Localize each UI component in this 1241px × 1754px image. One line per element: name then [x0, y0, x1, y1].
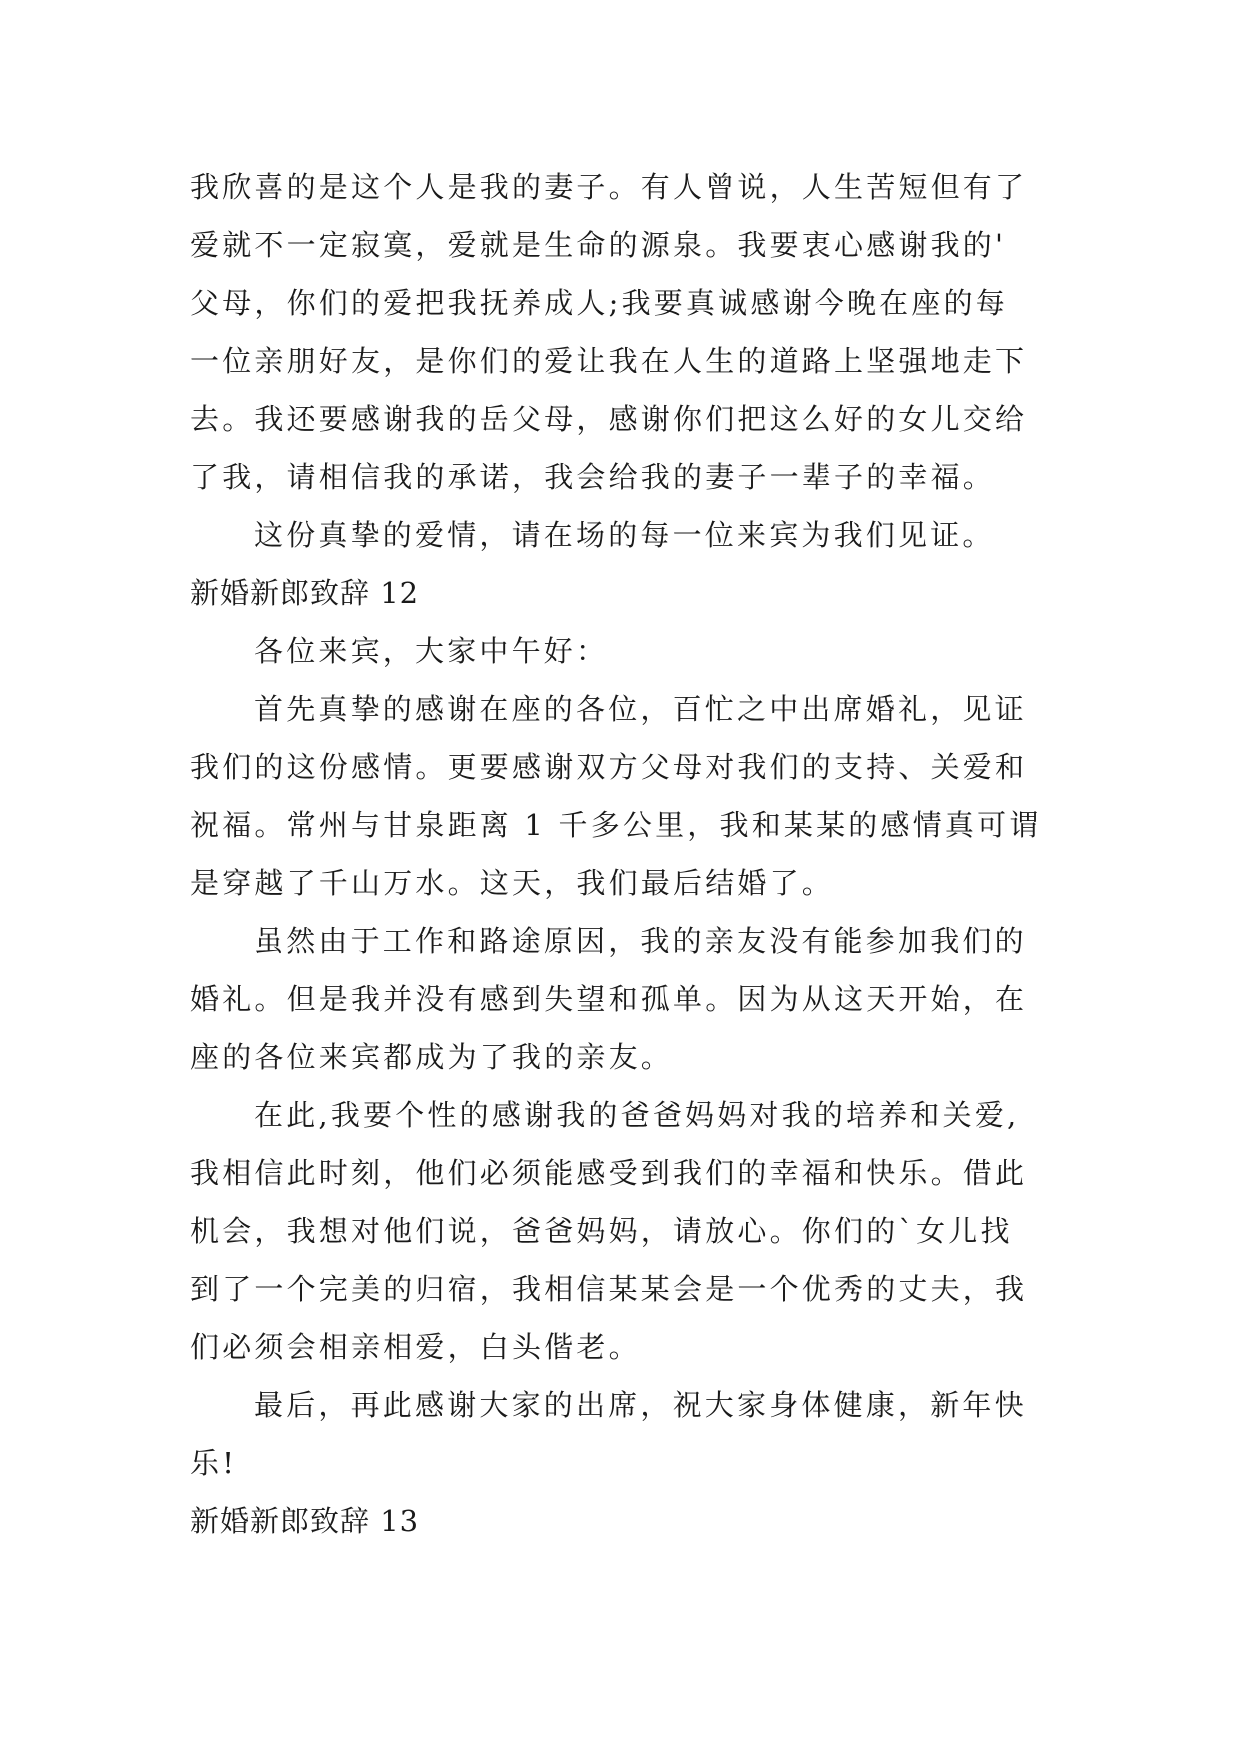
section-heading: 新婚新郎致辞 13: [190, 1504, 420, 1538]
text-line: 们必须会相亲相爱，白头偕老。: [190, 1330, 641, 1364]
text-line: 我们的这份感情。更要感谢双方父母对我们的支持、关爱和: [190, 750, 1028, 784]
text-line: 座的各位来宾都成为了我的亲友。: [190, 1040, 674, 1074]
text-line: 到了一个完美的归宿，我相信某某会是一个优秀的丈夫，我: [190, 1272, 1028, 1306]
paragraph-first-line: 在此,我要个性的感谢我的爸爸妈妈对我的培养和关爱,: [254, 1098, 1020, 1132]
text-line: 爱就不一定寂寞，爱就是生命的源泉。我要衷心感谢我的': [190, 228, 1007, 262]
document-body: [190, 158, 1050, 1550]
paragraph-first-line: 虽然由于工作和路途原因，我的亲友没有能参加我们的: [254, 924, 1027, 958]
text-line: 去。我还要感谢我的岳父母，感谢你们把这么好的女儿交给: [190, 402, 1028, 436]
text-line: 我相信此时刻，他们必须能感受到我们的幸福和快乐。借此: [190, 1156, 1028, 1190]
text-line: 一位亲朋好友，是你们的爱让我在人生的道路上坚强地走下: [190, 344, 1028, 378]
text-line: 乐!: [190, 1446, 238, 1480]
text-line: 了我，请相信我的承诺，我会给我的妻子一辈子的幸福。: [190, 460, 996, 494]
text-line: 祝福。常州与甘泉距离 1 千多公里，我和某某的感情真可谓: [190, 808, 1042, 842]
text-line: 婚礼。但是我并没有感到失望和孤单。因为从这天开始，在: [190, 982, 1028, 1016]
text-line: 机会，我想对他们说，爸爸妈妈，请放心。你们的`女儿找: [190, 1214, 1013, 1248]
paragraph-first-line: 最后，再此感谢大家的出席，祝大家身体健康，新年快: [254, 1388, 1027, 1422]
text-line: 是穿越了千山万水。这天，我们最后结婚了。: [190, 866, 835, 900]
paragraph-first-line: 首先真挚的感谢在座的各位，百忙之中出席婚礼，见证: [254, 692, 1027, 726]
section-heading: 新婚新郎致辞 12: [190, 576, 420, 610]
text-line: 父母，你们的爱把我抚养成人;我要真诚感谢今晚在座的每: [190, 286, 1008, 320]
text-line: 我欣喜的是这个人是我的妻子。有人曾说，人生苦短但有了: [190, 170, 1028, 204]
paragraph-first-line: 这份真挚的爱情，请在场的每一位来宾为我们见证。: [254, 518, 995, 552]
salutation-line: 各位来宾，大家中午好：: [254, 634, 609, 668]
